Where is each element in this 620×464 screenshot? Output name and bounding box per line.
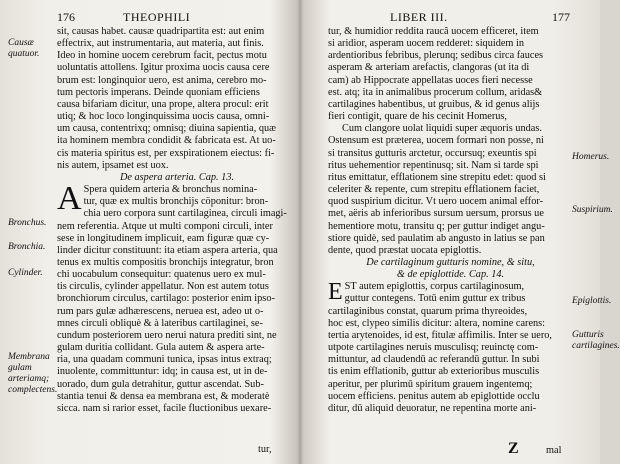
right-page-number: 177 <box>552 10 570 24</box>
text-line: tis enim efflationib, guttur ab exterioribus musculis <box>328 366 540 378</box>
text-line: si aridior, asperam uocem redderet: siquidem in <box>328 38 525 50</box>
text-line: ardentioribus febribus, plerunq; sedibus circa fauces <box>328 50 544 62</box>
text-line: hoc est, clypeo similis dicitur: altera, nomine carens: <box>328 317 546 329</box>
text-line: asperam & arteriam arefactis, clangoras (ut ita di <box>328 62 530 74</box>
text-line: stiore quidè, sed paulatim ab angusto in latius se pan <box>328 232 545 244</box>
text-line: chia uero corpora sunt cartilaginea, circuli imagi- <box>83 208 287 220</box>
text-line: cartilaginibus constat, quarum prima thyreoides, <box>328 305 528 317</box>
text-line: dente, quod præstat uocata epiglottis. <box>328 244 482 256</box>
text-line: utpote cartilagines neruis musculisq; reuinctę com- <box>328 342 539 354</box>
text-line: rum pars gulæ adhærescens, neruea est, adeo ut o- <box>57 305 264 317</box>
text-line: quod suspirium dicitur. Vt uero uocem animal effor- <box>328 196 544 208</box>
text-line: Ideo in homine uocem cerebrum facit, pectus motu <box>57 50 267 62</box>
text-line: mittuntur, ad claudendū ac referandū guttur. In subi <box>328 354 540 366</box>
right-catchword: mal <box>546 445 562 456</box>
text-line: ditur, dū aliquid deuoratur, ne repentina morte ani- <box>328 402 537 414</box>
text-line: nis autem, ipsamet est uox. <box>57 159 169 171</box>
text-line: tertia arytenoides, id est, fitulæ affimilis. Inter se uero, <box>328 329 552 341</box>
text-line: tis circulis, cylinder appellatur. Non est autem totus <box>57 281 269 293</box>
text-line: cundum posteriorem uero nerui natura prediti sint, ne <box>57 329 277 341</box>
text-line: cartilagines habentibus, ut gruibus, & id genus alijs <box>328 98 540 110</box>
margin-note-membrana: Membrana gulam arteriamq; complectens. <box>8 352 58 395</box>
text-line: est. atq; ita in animalibus procerum collum, aridas& <box>328 86 543 98</box>
left-catchword: tur, <box>258 444 272 455</box>
text-line: tenus ex multis compositis bronchijs integratur, bron <box>57 256 274 268</box>
text-line: tum pectoris imperans. Deinde quoniam efficiens <box>57 86 260 98</box>
text-line: met, aëris ab inferioribus sursum uersum, prorsus ue <box>328 208 544 220</box>
text-line: ita hominem membra condidit & fabricata est. At uo- <box>57 135 276 147</box>
margin-note-causae: Causæ quatuor. <box>8 38 40 59</box>
text-line: Spera quidem arteria & bronchus nomina- <box>83 184 258 196</box>
text-line: utiq; & hoc loco longinquissima uocis causa, omni- <box>57 111 270 123</box>
margin-note-bronchus: Bronchus. <box>8 218 47 228</box>
text-line: linder dicitur constituunt: ita etiam aspera arteria, qua <box>57 244 278 256</box>
left-body-text <box>57 26 297 415</box>
text-line: sit, causas habet. causæ quadripartita est: aut enim <box>57 26 265 37</box>
margin-note-bronchia: Bronchia. <box>8 242 46 252</box>
text-line: sicca. nam si rarior esset, facile fluctionibus uexare- <box>57 402 272 414</box>
text-line: cis materia spiritus est, per exspirationem eiectus: fi- <box>57 147 275 159</box>
text-line: effectrix, aut instrumentaria, aut materia, aut finis. <box>57 38 264 50</box>
text-line: um causa, contentrixq; omnisq; diuina sapientia, quæ <box>57 123 277 135</box>
drop-cap-a: A <box>57 180 82 218</box>
chapter-heading-13: De aspera arteria. Cap. 13. <box>119 171 235 183</box>
text-line: stantia tenui & densa ea membrana est, & moderatè <box>57 390 270 402</box>
text-line: ritus uehementior repentinusq; sit. Nam si tarde spi <box>328 159 539 171</box>
chapter-heading-14b: & de epiglottide. Cap. 14. <box>396 269 505 281</box>
text-line: guttur contegens. Totū enim guttur ex tribus <box>344 293 526 305</box>
text-line: brum est: longinquior uero, est anima, cerebro mo- <box>57 74 267 86</box>
text-line: fieri contigit, quare de his cecinit Homerus, <box>328 111 507 123</box>
right-running-head: LIBER III. <box>390 10 448 24</box>
text-line: ria, una quadam communi tunica, ipsas intus extraq; <box>57 354 272 366</box>
text-line: inuolente, committuntur: idq; in causa est, ut in de- <box>57 366 268 378</box>
text-line: mnes circuli obliquè & à lateribus cartilaginei, se- <box>57 317 263 329</box>
right-body-text <box>328 26 573 415</box>
text-line: bronchiorum circulus, cartilago: posterior enim ipso- <box>57 293 275 305</box>
margin-note-gutturis: Gutturis cartilagines. <box>572 330 620 351</box>
text-line: tur, quæ ex multis bronchijs cöponitur: bron- <box>83 196 269 208</box>
text-line: nem referentia. Atque ut multi componi circuli, inter <box>57 220 273 232</box>
text-line: hementiore motu, transitu q; per guttur indiget angu- <box>328 220 545 232</box>
margin-note-homerus: Homerus. <box>572 152 610 162</box>
text-line: chi uocabulum consequitur: quatenus uero ex mul- <box>57 269 266 281</box>
text-line: causa bifariam dicitur, una prope, altera procul: erit <box>57 98 269 110</box>
left-page <box>0 0 300 464</box>
text-line: ST autem epiglottis, corpus cartilaginosum, <box>344 281 525 293</box>
text-line: si transitus gutturis arctetur, occursuq; exeuntis spi <box>328 147 537 159</box>
text-line: aperitur, per plurimū spiritum grauem ingentemq; <box>328 378 533 390</box>
text-line: uoluntatis attollens. Igitur proxima uocis causa cere <box>57 62 270 74</box>
text-line: ritus emittatur, efflationem sine strepitu edet: quod si <box>328 171 546 183</box>
text-line: uorado, dum gula detrahitur, guttur ascendat. Sub- <box>57 378 264 390</box>
text-line: gulam duritia collidant. Gula autem & aspera arte- <box>57 342 265 354</box>
text-line: tur, & humidior reddita raucâ uocem efficeret, item <box>328 26 539 37</box>
margin-note-cylinder: Cylinder. <box>8 268 43 278</box>
text-line: Ostensum est præterea, uocem formari non posse, ni <box>328 135 544 147</box>
text-line: celeriter & repente, cum strepitu efflationem faciet, <box>328 184 540 196</box>
verse-line: Cum clangore uolat liquidi super æquoris undas. <box>342 123 542 135</box>
margin-note-epiglottis: Epiglottis. <box>572 296 612 306</box>
chapter-heading-14a: De cartilaginum gutturis nomine, & situ, <box>366 256 535 268</box>
text-line: sese in longitudinem implicuit, eam figuræ quæ cy- <box>57 232 270 244</box>
margin-note-suspirium: Suspirium. <box>572 205 613 215</box>
paragraph-cap-14 <box>328 281 573 305</box>
text-line: uocem efficiens. penitus autem ab epiglottide occlu <box>328 390 540 402</box>
signature-mark: Z <box>508 440 519 457</box>
drop-cap-e: E <box>328 279 343 306</box>
left-page-number: 176 <box>57 10 75 24</box>
left-running-head: THEOPHILI <box>123 10 191 24</box>
right-page <box>300 0 620 464</box>
paragraph-cap-13 <box>57 180 297 220</box>
text-line: cam) ab Hippocrate appellatas uoces fieri necesse <box>328 74 533 86</box>
